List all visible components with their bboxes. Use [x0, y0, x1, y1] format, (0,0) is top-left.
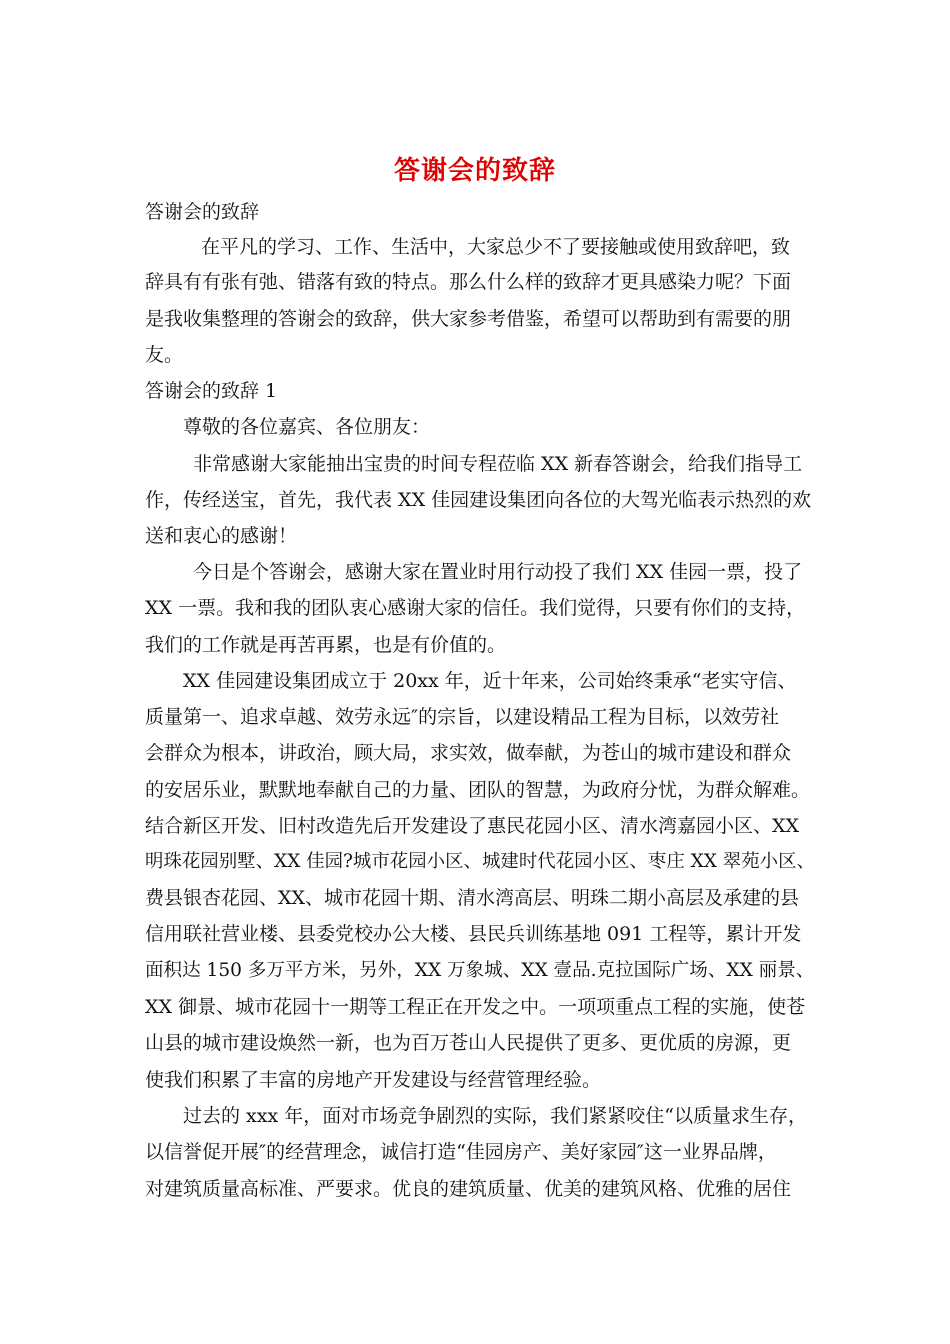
text-line: 友。 — [145, 344, 184, 366]
text-line: 面积达 150 多万平方米，另外，XX 万象城、XX 壹品.克拉国际广场、XX 丽景、 — [145, 960, 815, 981]
text-line: 费县银杏花园、XX、城市花园十期、清水湾高层、明珠二期小高层及承建的县 — [145, 887, 800, 909]
page-title: 答谢会的致辞 — [393, 156, 556, 186]
text-line: 我们的工作就是再苦再累，也是有价值的。 — [145, 634, 507, 656]
text-line: XX 佳园建设集团成立于 20xx 年，近十年来，公司始终秉承“老实守信、 — [183, 670, 797, 692]
text-line: 使我们积累了丰富的房地产开发建设与经营管理经验。 — [145, 1069, 602, 1091]
text-line: 答谢会的致辞 1 — [145, 380, 278, 402]
text-line: 非常感谢大家能抽出宝贵的时间专程莅临 XX 新春答谢会，给我们指导工 — [193, 453, 803, 475]
text-line: 明珠花园别墅、XX 佳园?城市花园小区、城建时代花园小区、枣庄 XX 翠苑小区、 — [145, 851, 815, 872]
text-line: 以信誉促开展″的经营理念，诚信打造“佳园房产、美好家园″这一业界品牌， — [145, 1141, 777, 1163]
text-line: 答谢会的致辞 — [145, 201, 260, 223]
text-line: 质量第一、追求卓越、效劳永远″的宗旨，以建设精品工程为目标，以效劳社 — [145, 706, 780, 728]
text-line: 的安居乐业，默默地奉献自己的力量、团队的智慧，为政府分忧，为群众解难。 — [145, 779, 811, 801]
text-line: 对建筑质量高标准、严要求。优良的建筑质量、优美的建筑风格、优雅的居住 — [145, 1178, 792, 1200]
text-line: 在平凡的学习、工作、生活中，大家总少不了要接触或使用致辞吧，致 — [201, 236, 791, 258]
text-line: 尊敬的各位嘉宾、各位朋友： — [183, 416, 431, 438]
text-line: 是我收集整理的答谢会的致辞，供大家参考借鉴，希望可以帮助到有需要的朋 — [145, 308, 792, 330]
text-line: 作，传经送宝，首先，我代表 XX 佳园建设集团向各位的大驾光临表示热烈的欢 — [145, 489, 812, 511]
text-line: 山县的城市建设焕然一新，也为百万苍山人民提供了更多、更优质的房源，更 — [145, 1032, 792, 1054]
text-line: 结合新区开发、旧村改造先后开发建设了惠民花园小区、清水湾嘉园小区、XX — [145, 815, 800, 837]
text-line: XX 御景、城市花园十一期等工程正在开发之中。一项项重点工程的实施，使苍 — [145, 996, 806, 1018]
text-line: 送和衷心的感谢！ — [145, 525, 298, 547]
text-line: 信用联社营业楼、县委党校办公大楼、县民兵训练基地 091 工程等，累计开发 — [145, 923, 802, 945]
text-line: XX 一票。我和我的团队衷心感谢大家的信任。我们觉得，只要有你们的支持， — [145, 597, 806, 619]
text-line: 会群众为根本，讲政治，顾大局，求实效，做奉献，为苍山的城市建设和群众 — [145, 742, 792, 764]
text-line: 今日是个答谢会，感谢大家在置业时用行动投了我们 XX 佳园一票，投了 — [193, 561, 803, 583]
text-line: 辞具有有张有弛、错落有致的特点。那么什么样的致辞才更具感染力呢？下面 — [145, 271, 792, 293]
text-line: 过去的 xxx 年，面对市场竞争剧烈的实际，我们紧紧咬住“以质量求生存， — [183, 1105, 807, 1127]
